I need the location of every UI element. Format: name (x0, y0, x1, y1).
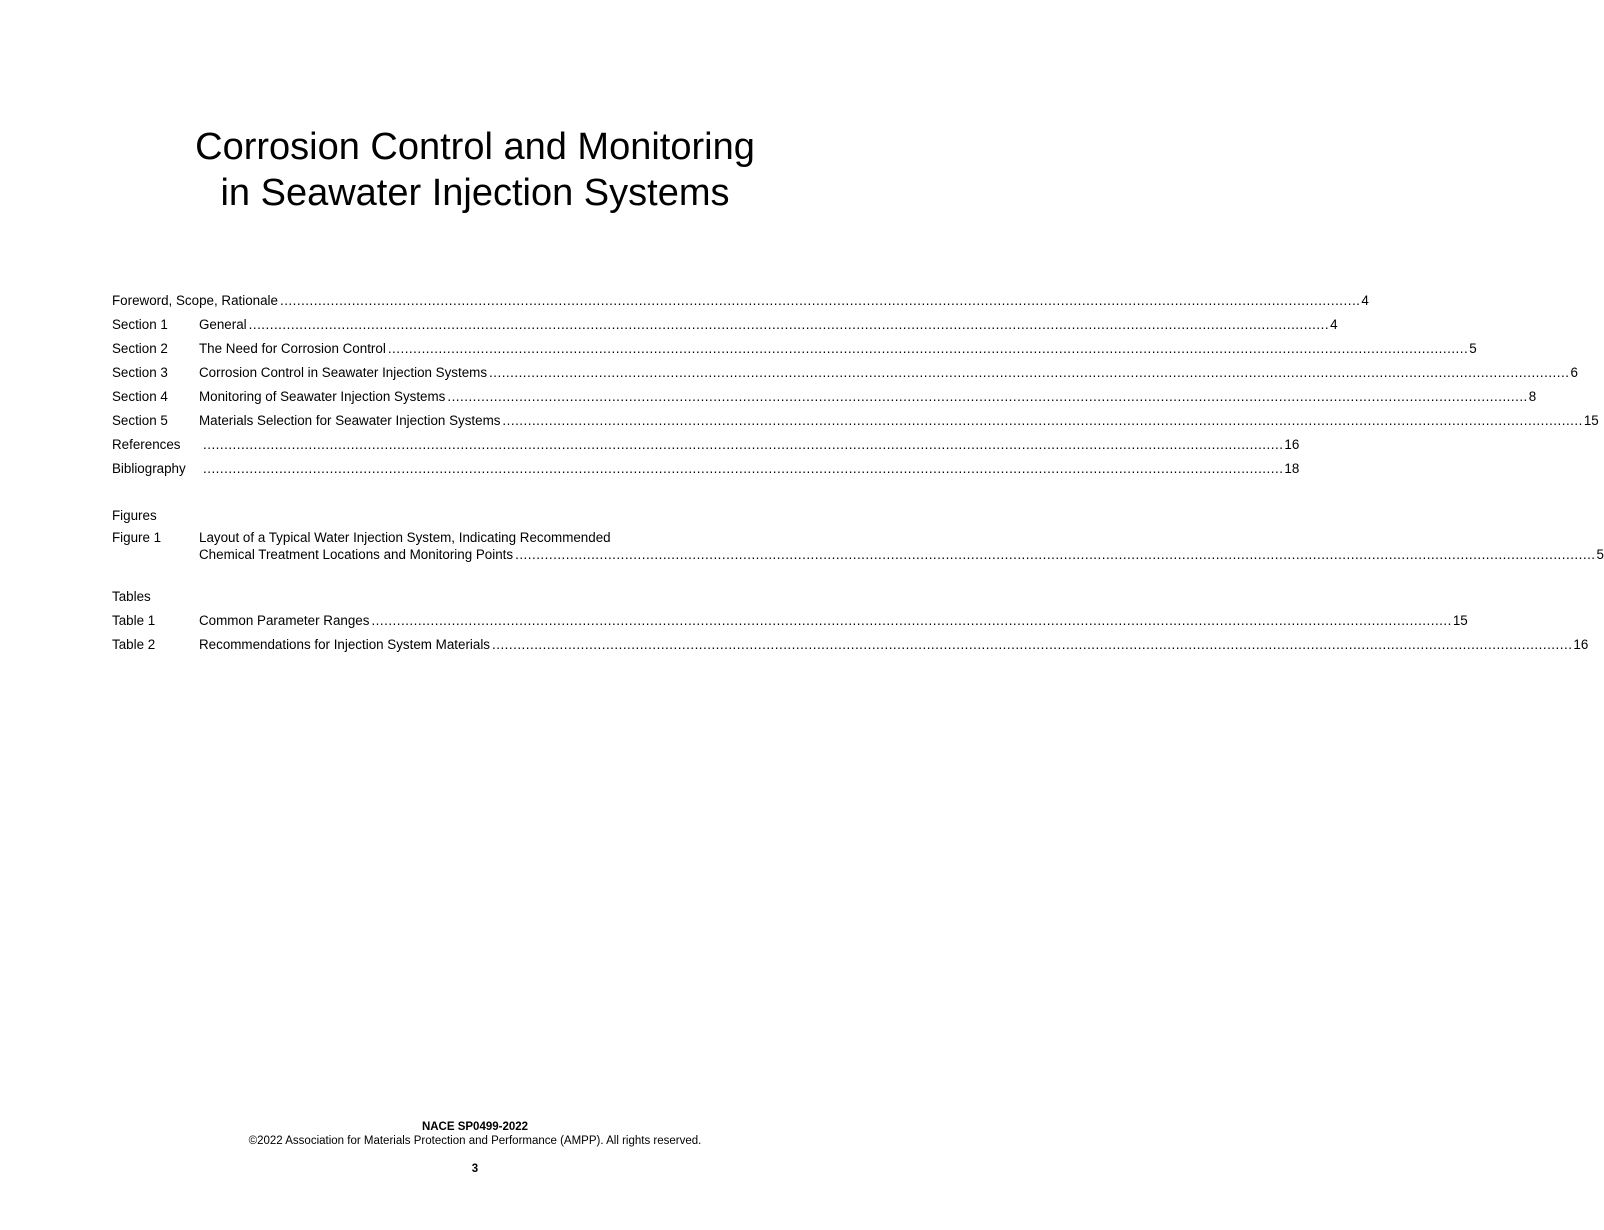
toc-entry-text: Corrosion Control in Seawater Injection Systems (199, 365, 488, 380)
title-line-1: Corrosion Control and Monitoring (195, 126, 755, 168)
toc-entry-text: Foreword, Scope, Rationale (112, 293, 278, 308)
toc-entry-table-2[interactable] (112, 634, 1589, 658)
toc-entry-label: Table 2 (112, 637, 156, 652)
toc-entry-text: Common Parameter Ranges (199, 613, 370, 628)
toc-entry-bibliography[interactable] (112, 458, 1300, 482)
toc-page-number: 16 (1284, 437, 1300, 452)
dot-leader: ................................................................................................................................................................................................................................................................ (371, 613, 1452, 628)
figures-heading: Figures (112, 508, 157, 523)
standard-number: NACE SP0499-2022 (421, 1121, 529, 1133)
toc-entry-text: Monitoring of Seawater Injection Systems (199, 389, 446, 404)
toc-entry-text: Materials Selection for Seawater Injection Systems (199, 413, 501, 428)
toc-entry-foreword[interactable] (112, 290, 1369, 314)
toc-entry-text: Recommendations for Injection System Materials (199, 637, 490, 652)
toc-entry-text-line-1: Layout of a Typical Water Injection System, Indicating Recommended (199, 530, 611, 545)
toc-entry-label: Section 3 (112, 365, 168, 380)
toc-entry-figure-1[interactable] (112, 529, 1604, 563)
dot-leader: ................................................................................................................................................................................................................................................................ (489, 365, 1570, 380)
toc-entry-label: Section 4 (112, 389, 168, 404)
toc-entry-text-line-2: Chemical Treatment Locations and Monitoring Points (199, 547, 514, 562)
toc-entry-text: The Need for Corrosion Control (199, 341, 386, 356)
copyright-notice: ©2022 Association for Materials Protection and Performance (AMPP). All rights reserved. (248, 1135, 702, 1147)
dot-leader: ................................................................................................................................................................................................................................................................ (447, 389, 1528, 404)
toc-entry-section-1[interactable] (112, 314, 1338, 338)
toc-entry-section-2[interactable] (112, 338, 1477, 362)
dot-leader: ................................................................................................................................................................................................................................................................ (279, 293, 1361, 308)
toc-page-number: 15 (1452, 613, 1468, 628)
toc-entry-table-1[interactable] (112, 610, 1468, 634)
document-title (0, 124, 950, 216)
toc-entry-label: Section 5 (112, 413, 168, 428)
tables-heading: Tables (112, 589, 151, 604)
toc-page-number: 18 (1284, 461, 1300, 476)
page-footer (0, 1120, 950, 1176)
dot-leader: ................................................................................................................................................................................................................................................................ (515, 547, 1596, 562)
page-number: 3 (471, 1163, 479, 1175)
table-of-contents (112, 290, 1604, 658)
title-line-2: in Seawater Injection Systems (220, 172, 730, 214)
toc-entry-section-4[interactable] (112, 386, 1537, 410)
toc-page-number: 15 (1583, 413, 1599, 428)
toc-entry-text: General (199, 317, 247, 332)
toc-entry-label: Section 1 (112, 317, 168, 332)
dot-leader: ................................................................................................................................................................................................................................................................ (502, 413, 1583, 428)
dot-leader: ................................................................................................................................................................................................................................................................ (203, 461, 1284, 476)
toc-entry-references[interactable] (112, 434, 1300, 458)
toc-page-number: 8 (1528, 389, 1537, 404)
toc-page-number: 16 (1573, 637, 1589, 652)
dot-leader: ................................................................................................................................................................................................................................................................ (203, 437, 1284, 452)
dot-leader: ................................................................................................................................................................................................................................................................ (387, 341, 1469, 356)
dot-leader: ................................................................................................................................................................................................................................................................ (492, 637, 1573, 652)
toc-entry-section-5[interactable] (112, 410, 1599, 434)
toc-page-number: 6 (1570, 365, 1578, 380)
toc-entry-section-3[interactable] (112, 362, 1578, 386)
toc-page-number: 4 (1330, 317, 1338, 332)
toc-entry-label: References (112, 437, 181, 452)
toc-page-number: 5 (1596, 547, 1604, 562)
toc-page-number: 4 (1361, 293, 1369, 308)
toc-entry-label: Figure 1 (112, 530, 162, 545)
toc-page-number: 5 (1469, 341, 1477, 356)
toc-entry-label: Table 1 (112, 613, 156, 628)
toc-entry-label: Section 2 (112, 341, 168, 356)
toc-entry-label: Bibliography (112, 461, 186, 476)
dot-leader: ................................................................................................................................................................................................................................................................ (248, 317, 1330, 332)
